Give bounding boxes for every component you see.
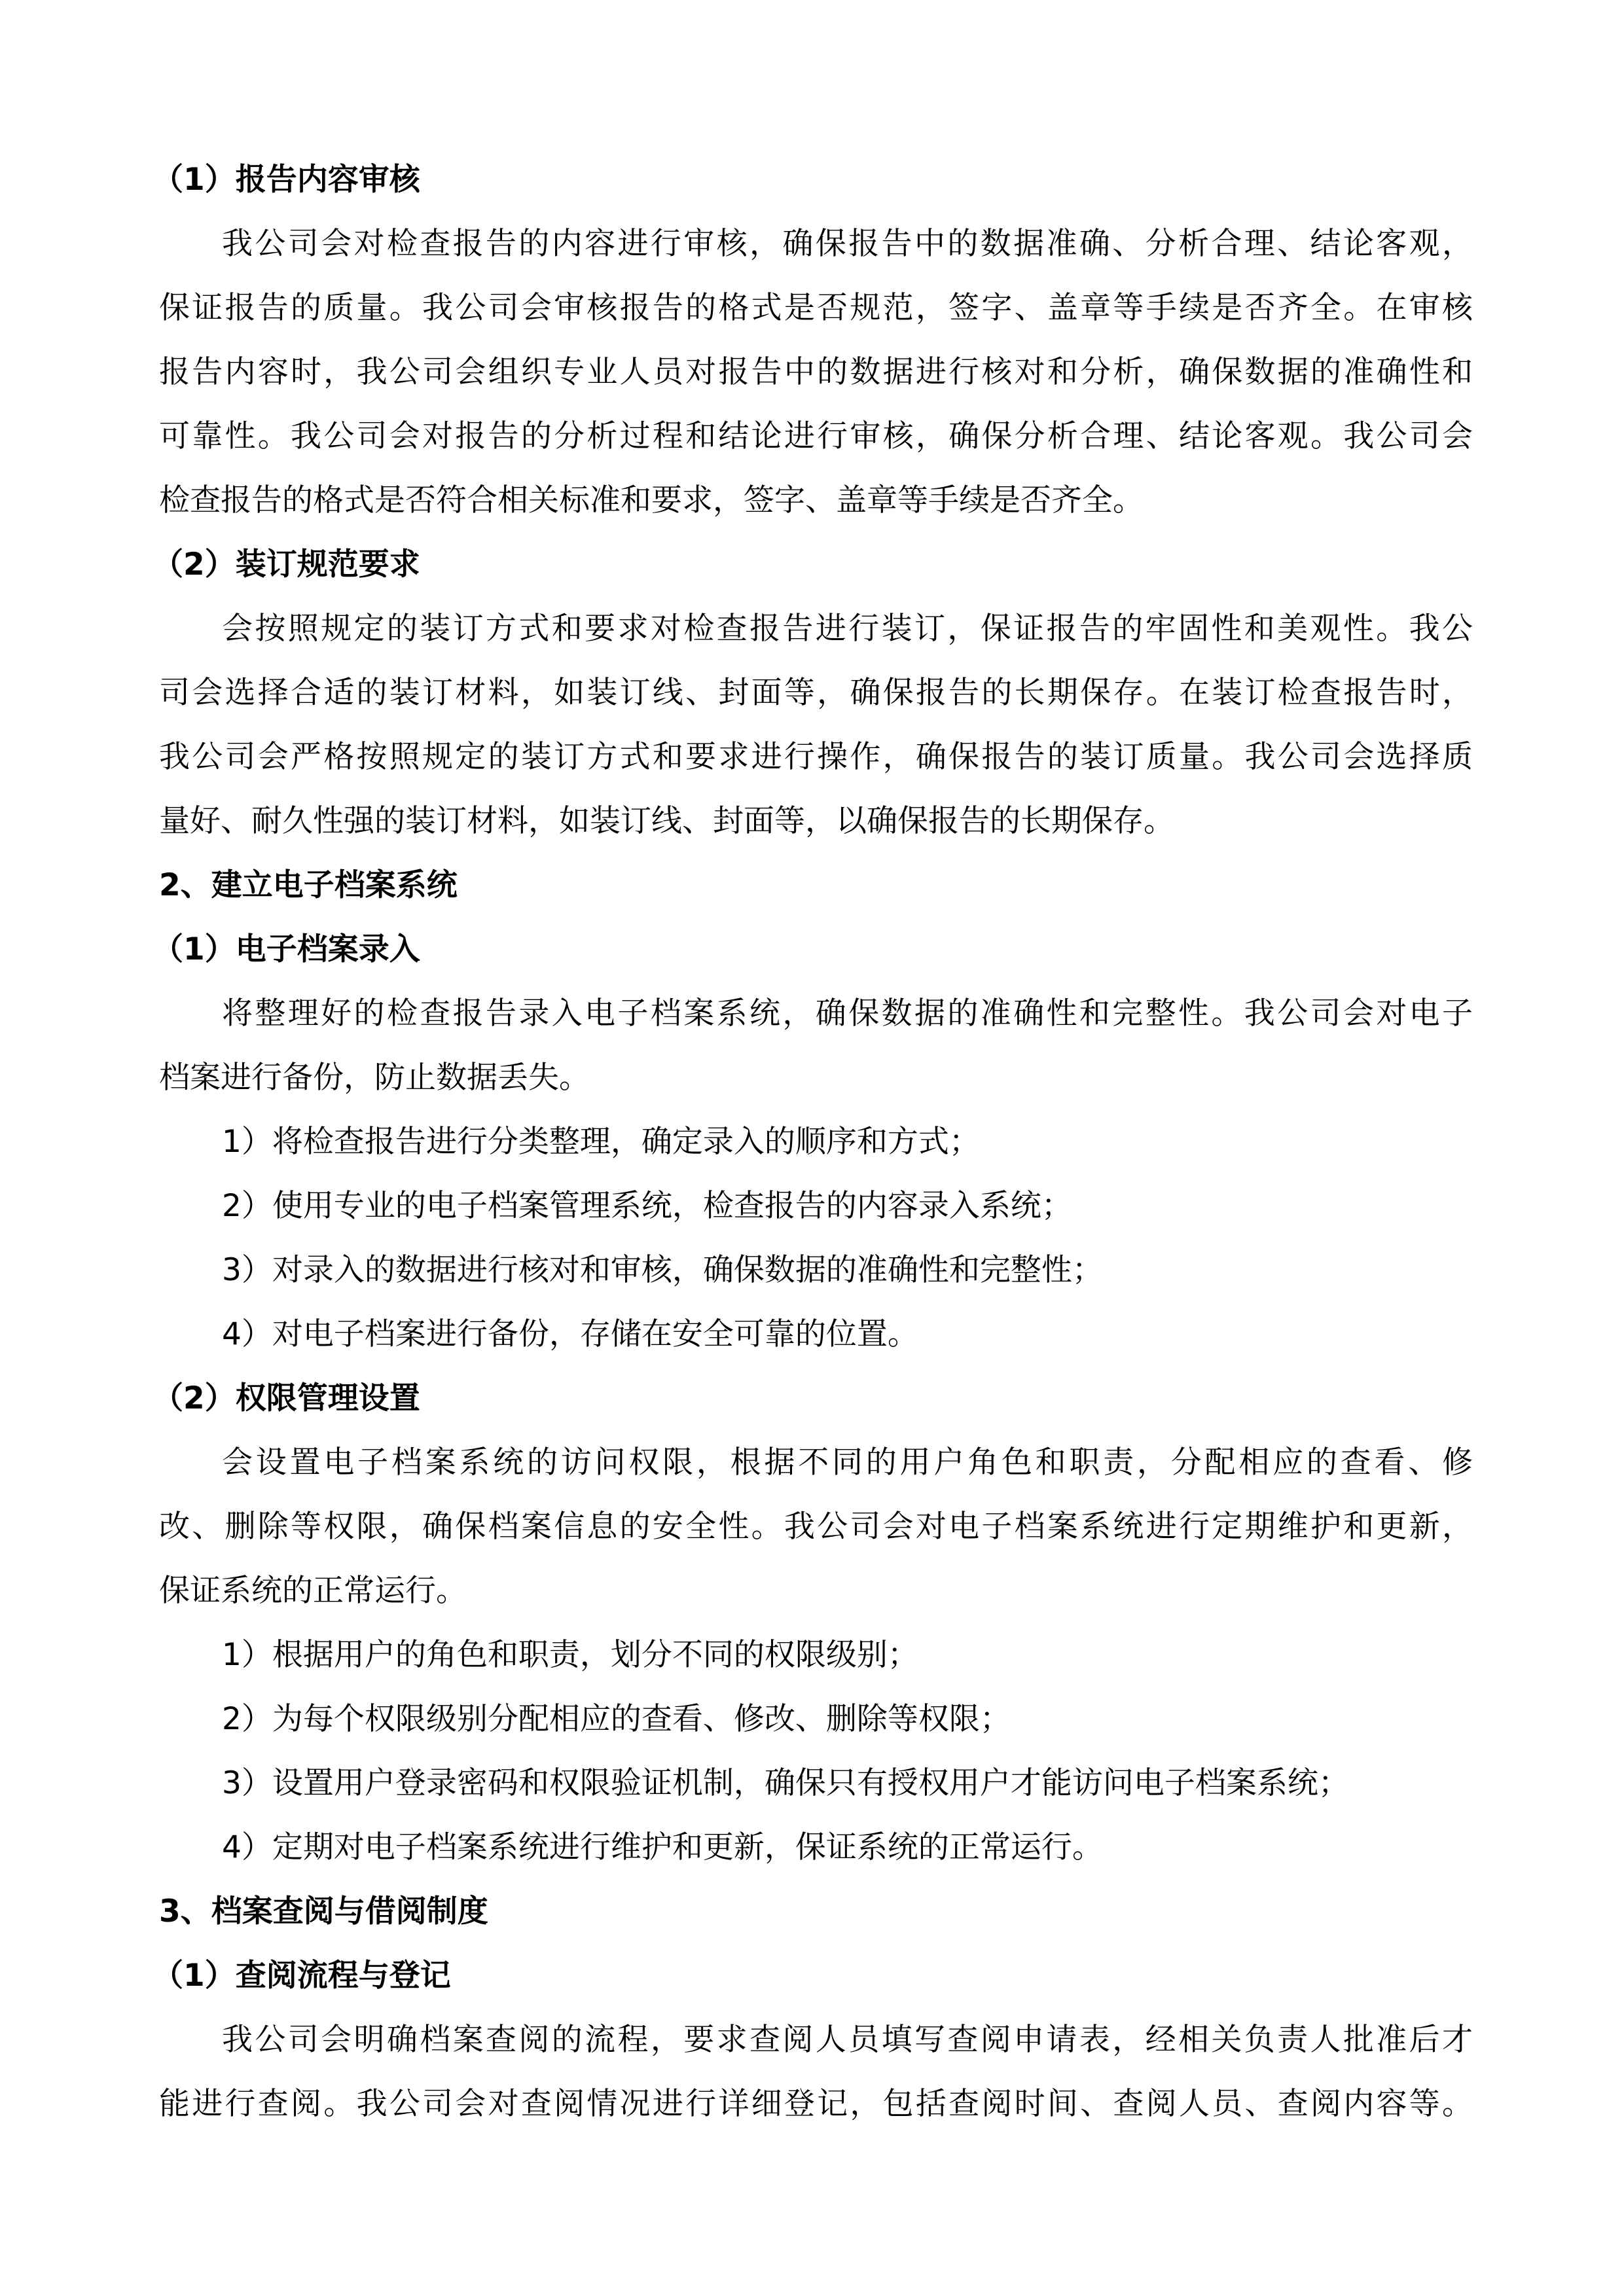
list-item: 3）对录入的数据进行核对和审核，确保数据的准确性和完整性； xyxy=(222,1252,1103,1288)
subsection-heading: （1）查阅流程与登记 xyxy=(153,1958,451,1994)
paragraph-line: 将整理好的检查报告录入电子档案系统，确保数据的准确性和完整性。我公司会对电子 xyxy=(222,996,1473,1031)
subsection-heading: （2）装订规范要求 xyxy=(153,547,420,583)
paragraph-line: 司会选择合适的装订材料，如装订线、封面等，确保报告的长期保存。在装订检查报告时， xyxy=(159,675,1473,711)
paragraph-line: 我公司会严格按照规定的装订方式和要求进行操作，确保报告的装订质量。我公司会选择质 xyxy=(159,739,1473,775)
list-item: 2）为每个权限级别分配相应的查看、修改、删除等权限； xyxy=(222,1701,1011,1737)
list-item: 2）使用专业的电子档案管理系统，检查报告的内容录入系统； xyxy=(222,1188,1072,1224)
paragraph-line: 报告内容时，我公司会组织专业人员对报告中的数据进行核对和分析，确保数据的准确性和 xyxy=(159,354,1473,390)
section-heading: 2、建立电子档案系统 xyxy=(159,867,458,903)
paragraph-line: 改、删除等权限，确保档案信息的安全性。我公司会对电子档案系统进行定期维护和更新， xyxy=(159,1509,1473,1545)
list-item: 1）根据用户的角色和职责，划分不同的权限级别； xyxy=(222,1637,918,1673)
paragraph-line: 可靠性。我公司会对报告的分析过程和结论进行审核，确保分析合理、结论客观。我公司会 xyxy=(159,418,1473,454)
paragraph-line: 量好、耐久性强的装订材料，如装订线、封面等，以确保报告的长期保存。 xyxy=(159,803,1174,839)
subsection-heading: （2）权限管理设置 xyxy=(153,1380,420,1416)
paragraph-line: 能进行查阅。我公司会对查阅情况进行详细登记，包括查阅时间、查阅人员、查阅内容等。 xyxy=(159,2086,1473,2122)
subsection-heading: （1）报告内容审核 xyxy=(153,162,420,198)
paragraph-line: 保证系统的正常运行。 xyxy=(159,1573,467,1609)
paragraph-line: 我公司会对检查报告的内容进行审核，确保报告中的数据准确、分析合理、结论客观， xyxy=(222,226,1473,262)
paragraph-line: 保证报告的质量。我公司会审核报告的格式是否规范，签字、盖章等手续是否齐全。在审核 xyxy=(159,290,1473,326)
paragraph-line: 档案进行备份，防止数据丢失。 xyxy=(159,1060,590,1096)
list-item: 1）将检查报告进行分类整理，确定录入的顺序和方式； xyxy=(222,1124,980,1160)
paragraph-line: 我公司会明确档案查阅的流程，要求查阅人员填写查阅申请表，经相关负责人批准后才 xyxy=(222,2022,1473,2058)
paragraph-line: 会设置电子档案系统的访问权限，根据不同的用户角色和职责，分配相应的查看、修 xyxy=(222,1444,1473,1480)
paragraph-line: 检查报告的格式是否符合相关标准和要求，签字、盖章等手续是否齐全。 xyxy=(159,482,1144,518)
paragraph-line: 会按照规定的装订方式和要求对检查报告进行装订，保证报告的牢固性和美观性。我公 xyxy=(222,611,1473,647)
list-item: 4）对电子档案进行备份，存储在安全可靠的位置。 xyxy=(222,1316,918,1352)
list-item: 4）定期对电子档案系统进行维护和更新，保证系统的正常运行。 xyxy=(222,1829,1103,1865)
subsection-heading: （1）电子档案录入 xyxy=(153,931,420,967)
section-heading: 3、档案查阅与借阅制度 xyxy=(159,1893,488,1929)
list-item: 3）设置用户登录密码和权限验证机制，确保只有授权用户才能访问电子档案系统； xyxy=(222,1765,1349,1801)
